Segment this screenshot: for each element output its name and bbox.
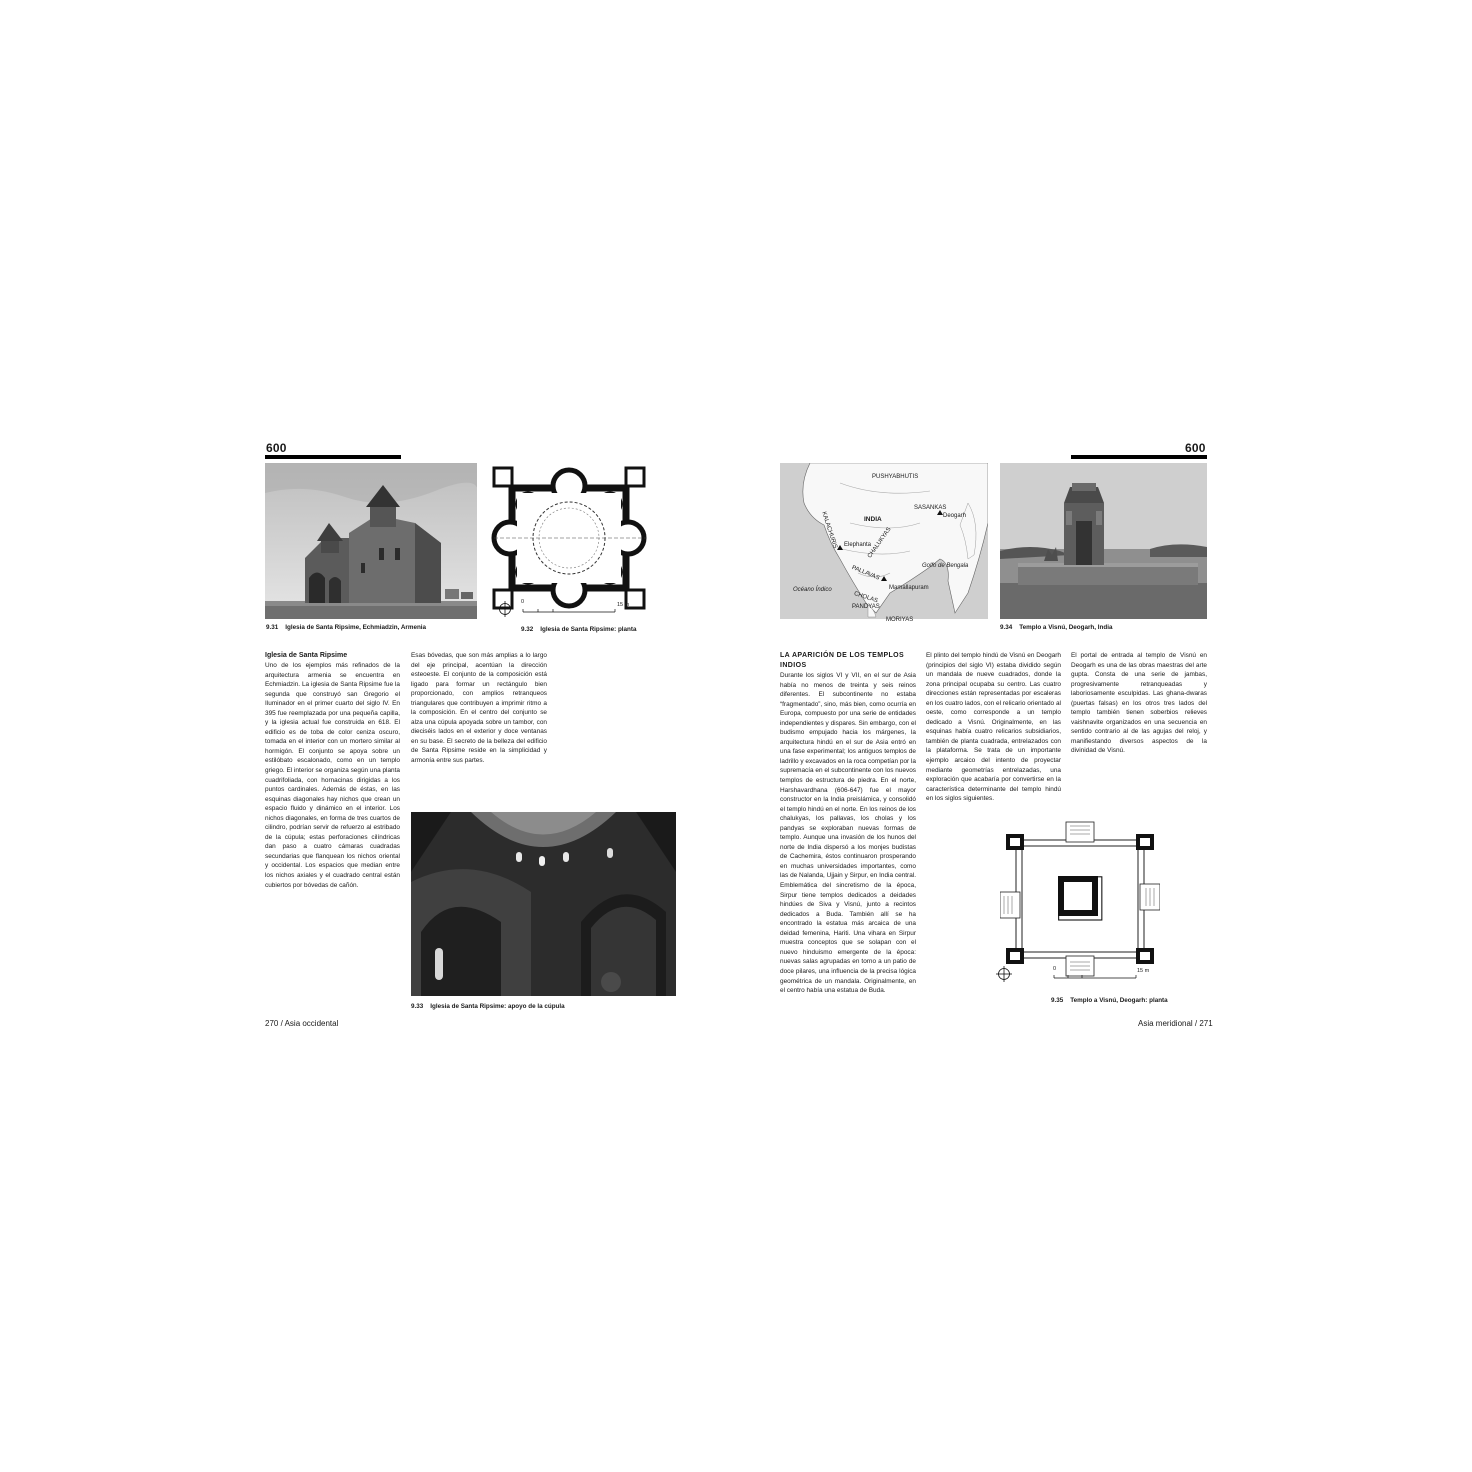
body-paragraph: El plinto del templo hindú de Visnú en Deogarh (principios del siglo VI) estaba dividido según un mandala de nueve cuadrados, donde la zona principal ocupaba su centro. Las cuatro direcciones están representadas por escaleras en los cuatro lados, con el relicario orientado al oeste, como corresponde a un templo dedicado a Visnú. Originalmente, en las esquinas había cuatro relicarios subsidiarios, también de planta cuadrada, entrelazados con la plataforma. Se trata de un importante ejemplo arcaico del intento de proyectar mediante geometrías entrelazadas, una exploración que acabaría por convertirse en la característica determinante del templo hindú en los siglos siguientes. [926, 652, 1061, 803]
figure-caption-935 [1051, 997, 1168, 1004]
map-label-india: INDIA [864, 516, 882, 523]
map-label-sasankas: SASANKAS [914, 505, 947, 511]
figure-caption-932 [521, 626, 637, 633]
map-label-deogarh: Deogarh [943, 513, 967, 519]
right-column-2 [926, 651, 1061, 804]
figure-caption-933 [411, 1003, 565, 1010]
temple-plan-scale-zero: 0 [1053, 966, 1057, 972]
right-period-number: 600 [1185, 441, 1206, 455]
section-heading: Iglesia de Santa Ripsime [265, 652, 348, 659]
figure-number: 9.33 [411, 1003, 424, 1010]
figure-caption-text: Iglesia de Santa Ripsime: apoyo de la cúpula [430, 1003, 565, 1010]
left-page-footer: 270 / Asia occidental [265, 1019, 339, 1028]
temple-plan-drawing [1000, 816, 1160, 982]
body-paragraph: Esas bóvedas, que son más amplias a lo largo del eje principal, acentúan la dirección esteoeste. El conjunto de la composición está ligado para formar un rectángulo bien proporcionado, con amplios retranqueos triangulares que contribuyen a imprimir ritmo a la composición. En el centro del conjunto se alza una cúpula apoyada sobre un tambor, con dieciséis lados en el exterior y doce ventanas en su base. El secreto de la belleza del edificio de Santa Ripsime reside en la simplicidad y armonía entre sus partes. [411, 652, 547, 765]
right-column-3 [1071, 651, 1207, 756]
right-period-rule [1071, 455, 1207, 459]
right-page-footer: Asia meridional / 271 [1138, 1019, 1213, 1028]
church-plan-drawing [490, 466, 650, 614]
figure-caption-text: Iglesia de Santa Ripsime: planta [540, 626, 637, 633]
figure-number: 9.35 [1051, 997, 1064, 1004]
map-label-pushyabhutis: PUSHYABHUTIS [872, 474, 919, 480]
map-label-kalachuris: KALACHURIS [820, 511, 838, 550]
map-label-pallavas: PALLAVAS [850, 565, 881, 582]
map-label-oceano: Océano Índico [793, 587, 832, 593]
figure-caption-text: Templo a Visnú, Deogarh, India [1019, 624, 1113, 631]
left-column-2 [411, 651, 547, 766]
body-paragraph: Durante los siglos VI y VII, en el sur de Asia había no menos de treinta y seis reinos diferentes. El subcontinente no estaba “fragmentado”, sino, más bien, como ocurría en Europa, compuesto por una serie de entidades independientes y dispares. Sin embargo, con el budismo empujado hacia los márgenes, la arquitectura hindú en el sur de Asia entró en una fase experimental; los antiguos templos de ladrillo y excavados en la roca competían por la supremacía en el subcontinente con los nuevos templos de estructura de piedra. En el norte, Harshavardhana (606-647) fue el mayor constructor en la India preislámica, y consolidó el templo hindú en el norte. En los reinos de los chalukyas, los pallavas, los cholas y los pandyas se exploraban nuevas formas de templo. Aunque una invasión de los hunos del norte de India dispersó a los monjes budistas de Cachemira, éstos continuaron prosperando en muchas universidades importantes, como las de Nalanda, Ujjain y Sirpur, en India central. Emblemática del sincretismo de la época, Sirpur tiene templos dedicados a deidades hindúes de Siva y Visnú, junto a recintos dedicados a Buda. También allí se ha encontrado la estatua más arcaica de una deidad femenina, Hariti. Una vihara en Sirpur muestra conceptos que se solapan con el nuevo hinduismo emergente de la época: nuevas salas agrupadas en torno a un patio de doce pilares, una influencia de la precisa lógica geométrica de un mandala. Originalmente, en el centro había una estatua de Buda. [780, 672, 916, 995]
map-label-pandyas: PANDYAS [852, 604, 880, 610]
map-label-mamallapuram: Mamallapuram [889, 585, 929, 591]
map-label-chalukyas: CHALUKYAS [867, 526, 893, 560]
temple-plan-scale-end: 15 m [1137, 968, 1150, 974]
plan-scale-zero: 0 [521, 599, 525, 605]
body-paragraph: El portal de entrada al templo de Visnú en Deogarh es una de las obras maestras del arte gupta. Consta de una serie de jambas, progresivamente retranqueadas y laboriosamente esculpidas. Las ghana-dwaras (puertas falsas) en los otros tres lados del templo también tienen soberbios relieves vaishnavite organizados en una secuencia en sentido contrario al de las agujas del reloj, y manifiestando diversos aspectos de la divinidad de Visnú. [1071, 652, 1207, 755]
section-heading: LA APARICIÓN DE LOS TEMPLOS INDIOS [780, 652, 905, 669]
map-label-cholas: CHOLAS [853, 591, 879, 605]
left-period-number: 600 [266, 441, 287, 455]
plan-scale-end: 15 m [617, 602, 630, 608]
figure-number: 9.31 [266, 624, 279, 631]
church-exterior-photo [265, 463, 477, 619]
figure-caption-934 [1000, 624, 1112, 631]
church-interior-photo [411, 812, 676, 996]
right-column-1 [780, 651, 916, 996]
figure-caption-931 [266, 624, 426, 631]
left-column-1 [265, 651, 400, 890]
map-label-golfo: Golfo de Bengala [922, 563, 969, 569]
figure-number: 9.34 [1000, 624, 1013, 631]
map-label-elephanta: Elephanta [844, 542, 872, 548]
figure-caption-text: Templo a Visnú, Deogarh: planta [1070, 997, 1168, 1004]
left-period-rule [265, 455, 401, 459]
vishnu-temple-photo [1000, 463, 1207, 619]
temple-plan-scale-bar [994, 964, 1154, 984]
body-paragraph: Uno de los ejemplos más refinados de la arquitectura armenia se encuentra en Echmiadzin. La iglesia de Santa Ripsime fue la segunda que construyó san Gregorio el Iluminador en el primer cuarto del siglo IV. En 395 fue reemplazada por una pequeña capilla, y la iglesia actual fue construida en 618. El edificio es de toba de color ceniza oscuro, tomada en el interior con un mortero similar al hormigón. El conjunto se apoya sobre un estilóbato escalonado, como en un templo griego. El interior se organiza según una planta cuadrifoliada, con hornacinas dirigidas a los puntos cardinales. Además de éstas, en las esquinas diagonales hay nichos que crean un espacio fluido y dinámico en el interior. Los nichos diagonales, en forma de tres cuartos de cilindro, podrían servir de refuerzo al estribado de la cúpula; estas perforaciones cilíndricas dan paso a cuatro cámaras cuadradas secundarias que flanquean los nichos oriental y occidental. Los espacios que median entre los nichos axiales y el cuadrado central están cubiertos por bóvedas de cañón. [265, 662, 400, 889]
figure-caption-text: Iglesia de Santa Ripsime, Echmiadzin, Armenia [285, 624, 427, 631]
map-label-moriyas: MORIYAS [886, 617, 914, 623]
figure-number: 9.32 [521, 626, 534, 633]
